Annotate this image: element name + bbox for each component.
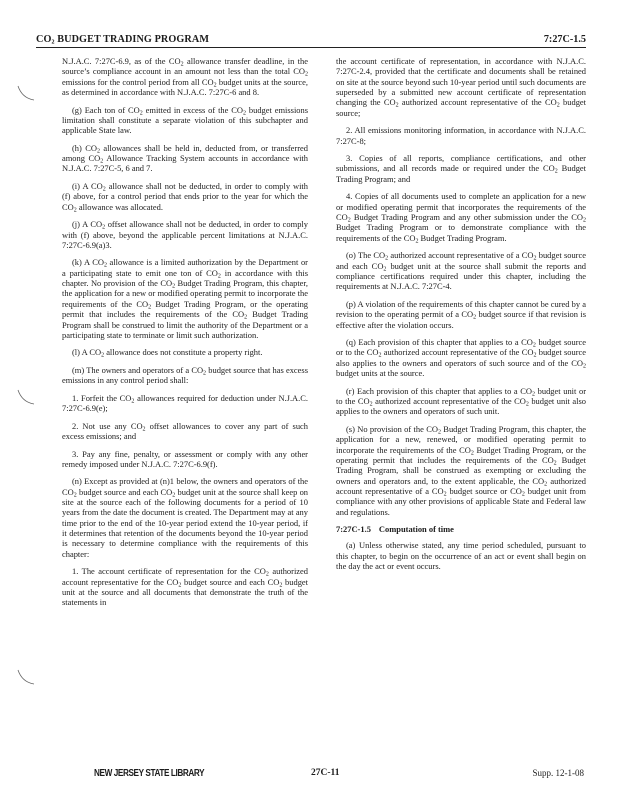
paragraph: (h) $CO_2$ allowances shall be held in, deducted from, or transferred among $CO_2$ Allowance Tracking System accounts in accordance with N.J.A.C. 7:27C-5, 6 and 7. — [62, 142, 308, 174]
paragraph: 1. The account certificate of representation for the $CO_2$ authorized account representative for the $CO_2$ budget source and each $CO_2$ budget unit at the source and all documents that demonstrate the truth of the statements in — [62, 566, 309, 608]
header-rule — [36, 47, 586, 48]
paragraph: (q) Each provision of this chapter that applies to a $CO_2$ budget source or to the $CO_2$ authorized account representative of the $CO_2$ budget source also applies to the owners and operators of such source and of the $CO_2$ budget units at the source. — [336, 337, 586, 379]
section-heading — [336, 524, 586, 534]
section-title: Computation of time — [378, 524, 454, 535]
page-footer — [36, 768, 586, 782]
paragraph: (a) Unless otherwise stated, any time period scheduled, pursuant to this chapter, to begin on the occurrence of an act or event shall begin on the day the act or event occurs. — [336, 540, 586, 572]
header-section-number: 7:27C-1.5 — [543, 34, 586, 45]
paragraph: (k) A $CO_2$ allowance is a limited authorization by the Department or a participating state to emit one ton of $CO_2$ in accordance with this chapter. No provision of the $CO_2$ Budget Trading Program, this chapter, the application for a new or modified operating permit to incorporate the requirements of the $CO_2$ Budget Trading Program, or the operating permit that includes the requirements of the $CO_2$ Budget Trading Program shall be construed to limit the authority of the Department or a participating state to terminate or limit such authorization. — [62, 257, 309, 340]
paragraph: (r) Each provision of this chapter that applies to a $CO_2$ budget unit or to the $CO_2$ authorized account representative of the $CO_2$ budget unit also applies to the owners and operators of such unit. — [336, 385, 586, 417]
paragraph: 3. Pay any fine, penalty, or assessment or comply with any other remedy imposed under N.J.A.C. 7:27C-6.9(f). — [62, 448, 308, 469]
paragraph: 4. Copies of all documents used to complete an application for a new or modified operating permit that incorporates the requirements of the $CO_2$ Budget Trading Program and any other submission under the $CO_2$ Budget Trading Program or to demonstrate compliance with the requirements of the $CO_2$ Budget Trading Program. — [336, 191, 586, 245]
paragraph: N.J.A.C. 7:27C-6.9, as of the $CO_2$ allowance transfer deadline, in the source’s compliance account in an amount not less than the total $CO_2$ emissions for the control period from all $CO_2$ budget units at the source, as determined in accordance with N.J.A.C. 7:27C-6 and 8. — [62, 56, 308, 98]
binding-mark-icon — [12, 388, 38, 406]
running-header — [36, 34, 586, 50]
paragraph: (l) A $CO_2$ allowance does not constitute a property right. — [72, 347, 263, 359]
paragraph: 2. All emissions monitoring information, in accordance with N.J.A.C. 7:27C-8; — [336, 125, 586, 146]
paragraph: (o) The $CO_2$ authorized account representative of a $CO_2$ budget source and each $CO_2$ budget unit at the source shall submit the reports and compliance certifications required under this chapter, including the requirements at N.J.A.C. 7:27C-4. — [336, 250, 587, 292]
paragraph: (i) A $CO_2$ allowance shall not be deducted, in order to comply with (f) above, for a control period that ends prior to the year for which the $CO_2$ allowance was allocated. — [62, 181, 308, 214]
binding-mark-icon — [12, 84, 38, 102]
left-column — [62, 56, 308, 615]
paragraph: (g) Each ton of $CO_2$ emitted in excess of the $CO_2$ budget emissions limitation shall constitute a separate violation of this subchapter and applicable State law. — [62, 104, 309, 136]
page-number: 27C-11 — [311, 768, 340, 778]
paragraph: 2. Not use any $CO_2$ offset allowances to cover any part of such excess emissions; and — [62, 420, 308, 441]
paragraph: 1. Forfeit the $CO_2$ allowances required for deduction under N.J.A.C. 7:27C-6.9(e); — [62, 392, 309, 414]
paragraph: the account certificate of representation, in accordance with N.J.A.C. 7:27C-2.4, provided that the certificate and documents shall be retained on site at the source beyond such 10-year period until such documents are superseded by a submitted new account certificate of representation changing the $CO_2$ authorized account representative of the $CO_2$ budget source; — [336, 56, 586, 118]
library-stamp: NEW JERSEY STATE LIBRARY — [94, 768, 205, 779]
paragraph: (m) The owners and operators of a $CO_2$ budget source that has excess emissions in any control period shall: — [62, 364, 308, 386]
paragraph: (n) Except as provided at (n)1 below, the owners and operators of the $CO_2$ budget source and each $CO_2$ budget unit at the source shall keep on site at the source each of the following documents for a period of 10 years from the date the document is created. The Department may at any time prior to the end of the 10-year period extend the 10-year period, if it determines that retention of the documents beyond the 10-year period is necessary to determine compliance with the requirements of this chapter: — [62, 476, 309, 559]
section-number: 7:27C-1.5 — [336, 524, 371, 535]
header-chapter-title: $CO_2$ BUDGET TRADING PROGRAM — [36, 34, 210, 46]
right-column — [336, 56, 586, 579]
binding-mark-icon — [12, 668, 38, 686]
paragraph: (s) No provision of the $CO_2$ Budget Trading Program, this chapter, the application for a new, renewed, or modified operating permit to incorporate the requirements of the $CO_2$ Budget Trading Program, or the operating permit that includes the requirements of the $CO_2$ Budget Trading Program, shall be construed as exempting or excluding the owners and operators and, to the extent applicable, the $CO_2$ authorized account representative of a $CO_2$ budget source or $CO_2$ budget unit from compliance with any other provisions of applicable State and Federal law and regulations. — [336, 423, 587, 517]
paragraph: (p) A violation of the requirements of this chapter cannot be cured by a revision to the operating permit of a $CO_2$ budget source if that revision is effective after the violation occurs. — [336, 298, 586, 330]
paragraph: 3. Copies of all reports, compliance certifications, and other submissions, and all records made or required under the $CO_2$ Budget Trading Program; and — [336, 153, 587, 184]
paragraph: (j) A $CO_2$ offset allowance shall not be deducted, in order to comply with (f) above, beyond the applicable percent limitations at N.J.A.C. 7:27C-6.9(a)3. — [62, 219, 308, 250]
supplement-date: Supp. 12-1-08 — [532, 768, 584, 778]
